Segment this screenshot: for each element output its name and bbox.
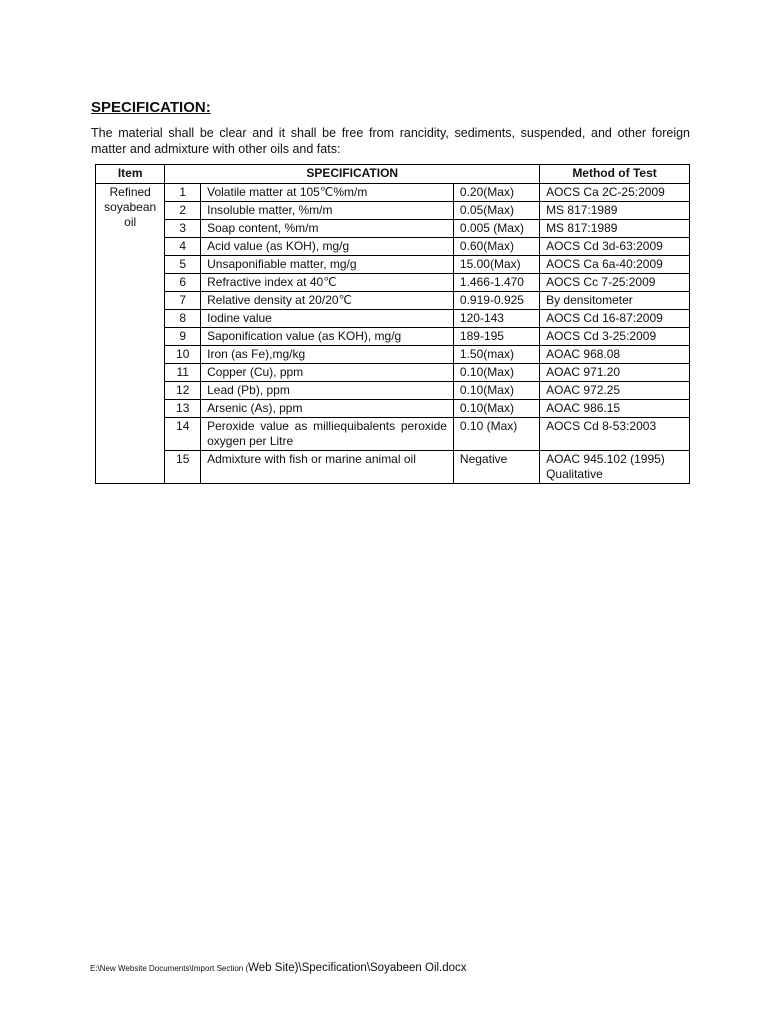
table-row bbox=[96, 328, 690, 346]
row-value: Negative bbox=[453, 451, 539, 484]
row-parameter: Refractive index at 40℃ bbox=[201, 274, 454, 292]
page-heading: SPECIFICATION: bbox=[91, 99, 211, 116]
table-row bbox=[96, 256, 690, 274]
table-row bbox=[96, 292, 690, 310]
row-method: AOCS Cc 7-25:2009 bbox=[540, 274, 690, 292]
row-parameter: Peroxide value as milliequibalents peroxide oxygen per Litre bbox=[201, 418, 454, 451]
table-row bbox=[96, 364, 690, 382]
row-number: 15 bbox=[165, 451, 201, 484]
row-number: 11 bbox=[165, 364, 201, 382]
row-number: 4 bbox=[165, 238, 201, 256]
header-method: Method of Test bbox=[540, 165, 690, 184]
table-row bbox=[96, 346, 690, 364]
row-value: 0.919-0.925 bbox=[453, 292, 539, 310]
row-value: 0.20(Max) bbox=[453, 184, 539, 202]
row-number: 1 bbox=[165, 184, 201, 202]
row-number: 7 bbox=[165, 292, 201, 310]
row-parameter: Arsenic (As), ppm bbox=[201, 400, 454, 418]
row-number: 14 bbox=[165, 418, 201, 451]
row-parameter: Lead (Pb), ppm bbox=[201, 382, 454, 400]
specification-table bbox=[95, 164, 690, 484]
row-method: MS 817:1989 bbox=[540, 202, 690, 220]
row-number: 2 bbox=[165, 202, 201, 220]
table-row bbox=[96, 184, 690, 202]
row-parameter: Iodine value bbox=[201, 310, 454, 328]
table-row bbox=[96, 238, 690, 256]
footer-path-prefix: E:\New Website Documents\Import Section ( bbox=[90, 964, 249, 973]
row-value: 0.60(Max) bbox=[453, 238, 539, 256]
row-number: 12 bbox=[165, 382, 201, 400]
row-parameter: Soap content, %m/m bbox=[201, 220, 454, 238]
row-value: 189-195 bbox=[453, 328, 539, 346]
row-method: MS 817:1989 bbox=[540, 220, 690, 238]
item-label: Refined soyabean oil bbox=[96, 184, 165, 484]
row-value: 0.10(Max) bbox=[453, 382, 539, 400]
table-row bbox=[96, 382, 690, 400]
row-number: 9 bbox=[165, 328, 201, 346]
row-method: AOCS Cd 16-87:2009 bbox=[540, 310, 690, 328]
header-specification: SPECIFICATION bbox=[165, 165, 540, 184]
row-method: By densitometer bbox=[540, 292, 690, 310]
row-parameter: Saponification value (as KOH), mg/g bbox=[201, 328, 454, 346]
row-parameter: Relative density at 20/20℃ bbox=[201, 292, 454, 310]
table-header-row bbox=[96, 165, 690, 184]
row-parameter: Iron (as Fe),mg/kg bbox=[201, 346, 454, 364]
row-value: 0.10 (Max) bbox=[453, 418, 539, 451]
row-method: AOCS Cd 3-25:2009 bbox=[540, 328, 690, 346]
file-path-footer bbox=[90, 962, 467, 974]
row-method: AOAC 972.25 bbox=[540, 382, 690, 400]
row-number: 3 bbox=[165, 220, 201, 238]
row-number: 6 bbox=[165, 274, 201, 292]
row-parameter: Insoluble matter, %m/m bbox=[201, 202, 454, 220]
row-number: 8 bbox=[165, 310, 201, 328]
row-value: 0.05(Max) bbox=[453, 202, 539, 220]
row-parameter: Admixture with fish or marine animal oil bbox=[201, 451, 454, 484]
row-value: 120-143 bbox=[453, 310, 539, 328]
intro-paragraph: The material shall be clear and it shall be free from rancidity, sediments, suspended, and other foreign matter and admixture with other oils and fats: bbox=[91, 126, 690, 156]
footer-path-suffix: Web Site)\Specification\Soyabeen Oil.docx bbox=[248, 962, 467, 974]
table-row bbox=[96, 202, 690, 220]
row-method: AOAC 971.20 bbox=[540, 364, 690, 382]
row-value: 1.50(max) bbox=[453, 346, 539, 364]
row-method: AOCS Ca 6a-40:2009 bbox=[540, 256, 690, 274]
row-parameter: Acid value (as KOH), mg/g bbox=[201, 238, 454, 256]
row-value: 1.466-1.470 bbox=[453, 274, 539, 292]
row-value: 0.10(Max) bbox=[453, 400, 539, 418]
table-row bbox=[96, 451, 690, 484]
table-row bbox=[96, 400, 690, 418]
row-value: 0.005 (Max) bbox=[453, 220, 539, 238]
table-body bbox=[96, 184, 690, 484]
row-method: AOCS Cd 3d-63:2009 bbox=[540, 238, 690, 256]
table-row bbox=[96, 220, 690, 238]
row-number: 10 bbox=[165, 346, 201, 364]
row-method: AOAC 945.102 (1995) Qualitative bbox=[540, 451, 690, 484]
row-number: 5 bbox=[165, 256, 201, 274]
header-item: Item bbox=[96, 165, 165, 184]
row-parameter: Volatile matter at 105℃%m/m bbox=[201, 184, 454, 202]
row-number: 13 bbox=[165, 400, 201, 418]
row-value: 15.00(Max) bbox=[453, 256, 539, 274]
row-method: AOCS Ca 2C-25:2009 bbox=[540, 184, 690, 202]
row-parameter: Copper (Cu), ppm bbox=[201, 364, 454, 382]
row-parameter: Unsaponifiable matter, mg/g bbox=[201, 256, 454, 274]
table-row bbox=[96, 274, 690, 292]
row-method: AOCS Cd 8-53:2003 bbox=[540, 418, 690, 451]
table-row bbox=[96, 418, 690, 451]
row-value: 0.10(Max) bbox=[453, 364, 539, 382]
table-row bbox=[96, 310, 690, 328]
row-method: AOAC 986.15 bbox=[540, 400, 690, 418]
row-method: AOAC 968.08 bbox=[540, 346, 690, 364]
